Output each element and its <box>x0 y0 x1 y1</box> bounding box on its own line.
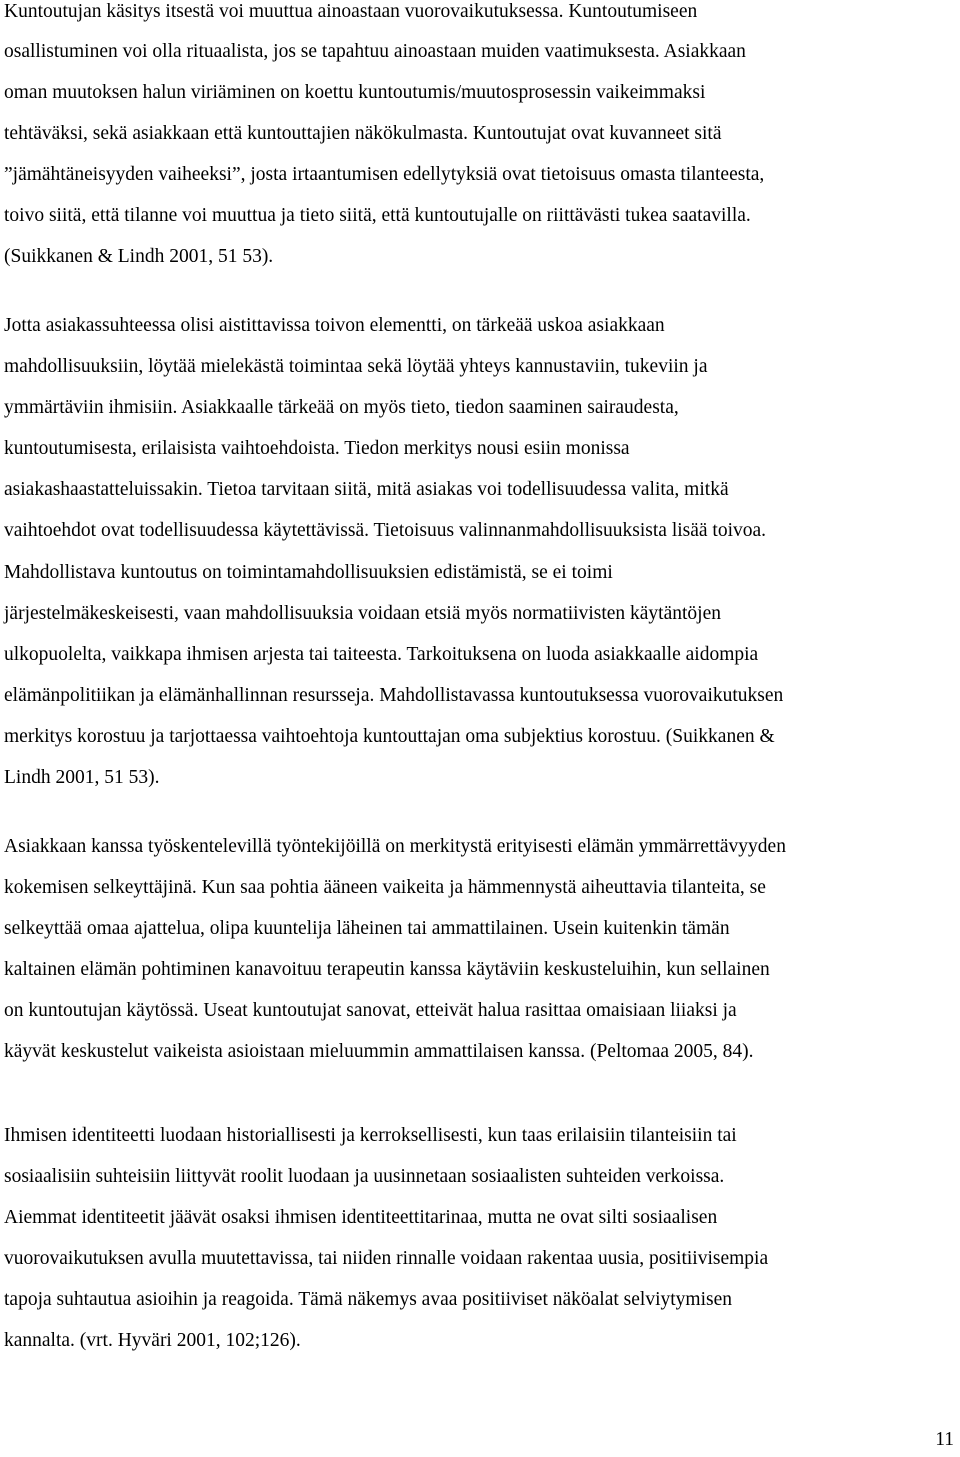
text-line: vuorovaikutuksen avulla muutettavissa, tai niiden rinnalle voidaan rakentaa uusia, positiivisempia <box>4 1248 769 1269</box>
text-line: ulkopuolelta, vaikkapa ihmisen arjesta tai taiteesta. Tarkoituksena on luoda asiakkaalle aidompia <box>4 644 759 665</box>
text-line: selkeyttää omaa ajattelua, olipa kuuntelija läheinen tai ammattilainen. Usein kuitenkin tämän <box>4 918 730 939</box>
text-line: elämänpolitiikan ja elämänhallinnan resursseja. Mahdollistavassa kuntoutuksessa vuorovaikutuksen <box>4 685 784 706</box>
text-line: kokemisen selkeyttäjinä. Kun saa pohtia ääneen vaikeita ja hämmennystä aiheuttavia tilanteita, se <box>4 877 766 898</box>
text-line: toivo siitä, että tilanne voi muuttua ja tieto siitä, että kuntoutujalle on riittävästi tukea saatavilla. <box>4 205 751 226</box>
text-line: mahdollisuuksiin, löytää mielekästä toimintaa sekä löytää yhteys kannustaviin, tukeviin ja <box>4 356 708 377</box>
text-line: (Suikkanen & Lindh 2001, 51 53). <box>4 246 274 267</box>
text-line: on kuntoutujan käytössä. Useat kuntoutujat sanovat, etteivät halua rasittaa omaisiaan liiaksi ja <box>4 1000 737 1021</box>
text-line: osallistuminen voi olla rituaalista, jos se tapahtuu ainoastaan muiden vaatimuksesta. Asiakkaan <box>4 41 746 62</box>
text-line: ymmärtäviin ihmisiin. Asiakkaalle tärkeää on myös tieto, tiedon saaminen sairaudesta, <box>4 397 679 418</box>
text-line: järjestelmäkeskeisesti, vaan mahdollisuuksia voidaan etsiä myös normatiivisten käytäntöjen <box>4 603 721 624</box>
text-line: merkitys korostuu ja tarjottaessa vaihtoehtoja kuntouttajan oma subjektius korostuu. (Suikkanen & <box>4 726 775 747</box>
text-line: asiakashaastatteluissakin. Tietoa tarvitaan siitä, mitä asiakas voi todellisuudessa valita, mitkä <box>4 479 729 500</box>
text-line: käyvät keskustelut vaikeista asioistaan mieluummin ammattilaisen kanssa. (Peltomaa 2005, 84). <box>4 1041 754 1062</box>
text-line: kannalta. (vrt. Hyväri 2001, 102;126). <box>4 1330 301 1351</box>
text-line: Kuntoutujan käsitys itsestä voi muuttua ainoastaan vuorovaikutuksessa. Kuntoutumiseen <box>4 1 698 22</box>
text-line: Aiemmat identiteetit jäävät osaksi ihmisen identiteettitarinaa, mutta ne ovat silti sosiaalisen <box>4 1207 718 1228</box>
text-line: kuntoutumisesta, erilaisista vaihtoehdoista. Tiedon merkitys nousi esiin monissa <box>4 438 630 459</box>
text-line: tehtäväksi, sekä asiakkaan että kuntouttajien näkökulmasta. Kuntoutujat ovat kuvanneet sitä <box>4 123 722 144</box>
page-number: 11 <box>935 1429 954 1450</box>
text-line: Lindh 2001, 51 53). <box>4 767 160 788</box>
text-line: oman muutoksen halun viriäminen on koettu kuntoutumis/muutosprosessin vaikeimmaksi <box>4 82 706 103</box>
text-line: Asiakkaan kanssa työskentelevillä työntekijöillä on merkitystä erityisesti elämän ymmärrettävyyden <box>4 836 786 857</box>
text-line: Ihmisen identiteetti luodaan historiallisesti ja kerroksellisesti, kun taas erilaisiin tilanteisiin tai <box>4 1125 737 1146</box>
text-line: Mahdollistava kuntoutus on toimintamahdollisuuksien edistämistä, se ei toimi <box>4 562 613 583</box>
text-line: kaltainen elämän pohtiminen kanavoituu terapeutin kanssa käytäviin keskusteluihin, kun sellainen <box>4 959 770 980</box>
text-line: Jotta asiakassuhteessa olisi aistittavissa toivon elementti, on tärkeää uskoa asiakkaan <box>4 315 665 336</box>
text-line: tapoja suhtautua asioihin ja reagoida. Tämä näkemys avaa positiiviset näköalat selviytymisen <box>4 1289 732 1310</box>
text-line: sosiaalisiin suhteisiin liittyvät roolit luodaan ja uusinnetaan sosiaalisten suhteiden verkoissa. <box>4 1166 725 1187</box>
text-line: vaihtoehdot ovat todellisuudessa käytettävissä. Tietoisuus valinnanmahdollisuuksista lisää toivoa. <box>4 520 767 541</box>
text-line: ”jämähtäneisyyden vaiheeksi”, josta irtaantumisen edellytyksiä ovat tietoisuus omasta tilanteesta, <box>4 164 765 185</box>
